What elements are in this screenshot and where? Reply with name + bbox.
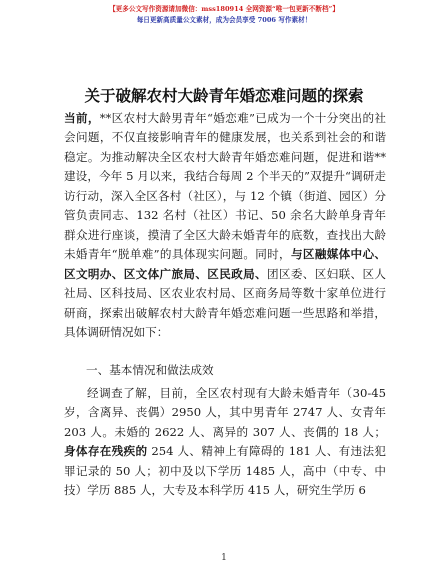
promo-banner-line2: 每日更新高质量公文素材，成为会员享受 7006 写作素材！: [136, 16, 312, 24]
intro-body-end: 团区委、区妇联、区人社局、区科技局、区农业农村局、区商务局等数十家单位进行研商，探索出破解农村大龄青年婚恋难问题一些思路和举措，具体调研情况如下：: [64, 266, 386, 339]
stats-emphasis: 身体存在残疾的: [64, 444, 148, 459]
stats-paragraph: [64, 384, 386, 501]
intro-paragraph: [64, 109, 386, 342]
page-number: 1: [221, 553, 227, 563]
section-heading-1: 一、基本情况和做法成效: [86, 363, 214, 377]
document-title: 关于破解农村大龄青年婚恋难问题的探索: [84, 86, 364, 105]
intro-body: **区农村大龄男青年“婚恋难”已成为一个十分突出的社会问题，不仅直接影响青年的健康发展，也关系到社会的和谐稳定。为推动解决全区农村大龄青年婚恋难问题，促进和谐**建设，今年 5 月以来，我结合每周 2 个半天的”双提升“调研走访行动，深入全区各村（社区），与 12 个镇（街道、园区）分管负责同志、132 名村（社区）书记、50 余名大龄单身青年群众进行座谈，摸清了全区大龄未婚青年的底数，查找出大龄未婚青年“脱单难”的具体现实问题。同时，: [64, 111, 386, 262]
stats-body-end: 254 人、精神上有障碍的 181 人、有违法犯罪记录的 50 人；初中及以下学历 1485 人，高中（中专、中技）学历 885 人，大专及本科学历 415 人，研究生学历 6: [64, 444, 386, 498]
intro-lead: 当前，: [64, 111, 100, 125]
intro-units-emphasis: 与区融媒体中心、区文明办、区文体广旅局、区民政局、: [64, 247, 386, 281]
promo-banner-line1: 【更多公文写作资源请加微信：mss180914 全网资源“唯一包更新不断档”】: [109, 5, 339, 13]
stats-body: 经调查了解，目前，全区农村现有大龄未婚青年（30-45岁，含离异、丧偶）2950 人，其中男青年 2747 人、女青年 203 人。未婚的 2622 人、离异的 307 人、丧偶的 18 人；: [64, 386, 386, 439]
